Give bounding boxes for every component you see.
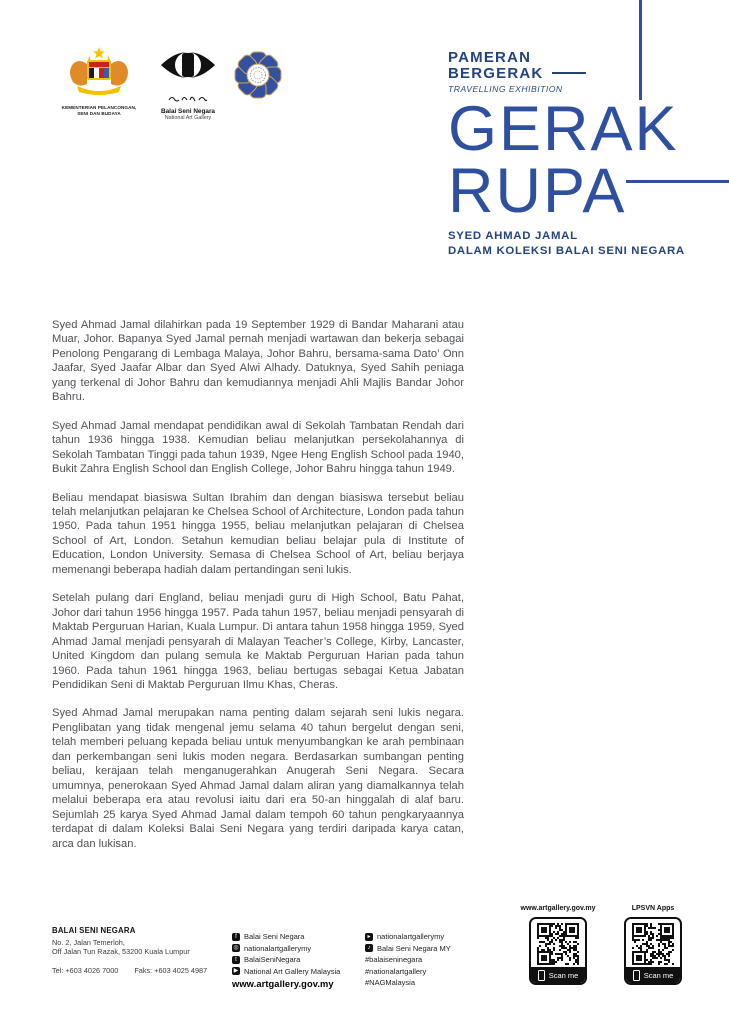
qr-label: LPSVN Apps [631, 905, 675, 912]
paragraph: Beliau mendapat biasiswa Sultan Ibrahim dan dengan biasiswa tersebut beliau telah melanjutkan pelajaran ke Chelsea School of Architecture, London pada tahun 1950. Pada tahun 1951 hingga 1955, beliau melanjutkan pelajaran di Chelsea School of Art, London. Setahun kemudian beliau belajar pula di Institute of Education, London University. Semasa di Chelsea School of Art, beliau berjaya memenangi beberapa hadiah dalam pertandingan seni lukis. [52, 491, 464, 576]
lpsvn-emblem [233, 50, 285, 105]
exhibition-title-line1: GERAK [448, 94, 679, 164]
header-logo-row [55, 46, 285, 121]
paragraph: Syed Ahmad Jamal merupakan nama penting dalam sejarah seni lukis negara. Penglibatan yang tidak mengenal jemu selama 40 tahun bergelut dengan seni, telah memberi peluang kepada beliau untuk menyumbangkan ke arah pembinaan dan perkembangan seni lukis moden negara. Berdasarkan sumbangan penting beliau, kerajaan telah menganugerahkan Anugerah Seni Negara. Secara umumnya, penerokaan Syed Ahmad Jamal dalam aliran yang diamalkannya telah melalui beberapa era atau revolusi iaitu dari era 50-an hinggalah di alaf baru. Sejumlah 25 karya Syed Ahmad Jamal dalam tempoh 60 tahun pengkaryaannya terdapat di dalam Koleksi Balai Seni Negara yang terdiri daripada karya catan, arca dan lukisan. [52, 707, 464, 850]
social-label: BalaiSeniNegara [244, 955, 301, 964]
tiktok-icon: ♪ [365, 944, 373, 952]
kicker-subtitle: TRAVELLING EXHIBITION [448, 84, 563, 94]
facebook-icon: f [232, 933, 240, 941]
qr-block-website [520, 905, 596, 985]
phone-icon [538, 970, 545, 981]
exhibition-subtitle-line2: DALAM KOLEKSI BALAI SENI NEGARA [448, 245, 685, 257]
telephone: Tel: +603 4026 7000 [52, 965, 119, 975]
website-link[interactable]: www.artgallery.gov.my [232, 979, 334, 989]
qr-pattern-icon [632, 923, 674, 965]
qr-pattern-icon [537, 923, 579, 965]
social-label: National Art Gallery Malaysia [244, 966, 341, 976]
qr-label: www.artgallery.gov.my [520, 905, 596, 912]
instagram-icon: ◎ [233, 945, 239, 952]
social-label: Balai Seni Negara MY [377, 943, 451, 953]
hashtag: #NAGMalaysia [365, 978, 416, 987]
hashtag: #nationalartgallery [365, 966, 427, 976]
telegram-icon: ▸ [365, 933, 373, 941]
paragraph: Setelah pulang dari England, beliau menjadi guru di High School, Batu Pahat, Johor dari tahun 1956 hingga 1957. Pada tahun 1957, beliau menjadi pensyarah di Maktab Perguruan Harian, Kuala Lumpur. Di antara tahun 1958 hingga 1959, Syed Ahmad Jamal menjadi pensyarah di Malayan Teacher’s College, Kirby, Lancaster, United Kingdom dan pulang semula ke Maktab Perguruan Harian pada tahun 1960. Pada tahun 1961 hingga 1963, beliau bertugas sebagai Ketua Jabatan Pendidikan Seni di Maktab Perguruan Ilmu Khas, Cheras. [52, 592, 464, 691]
biography-text [52, 318, 464, 865]
social-column-primary [232, 931, 340, 991]
address-line1: No. 2, Jalan Temerloh, [52, 937, 125, 947]
jawi-script-icon [168, 94, 208, 102]
gallery-name-my: Balai Seni Negara [161, 108, 215, 115]
paragraph: Syed Ahmad Jamal dilahirkan pada 19 September 1929 di Bandar Maharani atau Muar, Johor. Bapanya Syed Jamal pernah menjadi wartawan dan bekerja sebagai Penolong Pengarang di Lembaga Malaya, Johor Bahru, bersama-sama Dato’ Onn Jaafar, Syed Jaafar Albar dan Syed Alwi Alhady. Datuknya, Syed Sahih peniaga yang terkenal di Johor Bahru dan kemudiannya menjadi Ahli Majlis Bandar Johor Bahru. [52, 319, 464, 404]
social-facebook[interactable] [232, 931, 340, 943]
kicker-line1: PAMERAN [448, 49, 532, 66]
fax: Faks: +603 4025 4987 [134, 965, 208, 975]
social-twitter[interactable] [232, 954, 340, 966]
kicker-line2: BERGERAK [448, 65, 544, 82]
contact-block [52, 926, 207, 975]
exhibition-title-line2: RUPA [448, 156, 627, 226]
ministry-caption-line2: SENI DAN BUDAYA [77, 110, 121, 116]
kicker-dash [552, 72, 586, 74]
social-label: Balai Seni Negara [244, 932, 305, 941]
qr-code-website [529, 917, 587, 985]
qr-block-apps [615, 905, 691, 985]
exhibition-subtitle-line1: SYED AHMAD JAMAL [448, 230, 578, 242]
social-telegram[interactable] [365, 931, 451, 943]
bsn-eye-icon [159, 46, 217, 84]
paragraph: Syed Ahmad Jamal mendapat pendidikan awal di Sekolah Tambatan Rendah dari tahun 1936 hingga 1938. Kemudian beliau melanjutkan persekolahannya di Sekolah Tambatan Tinggi pada tahun 1939, Ngee Heng English School pada 1940, Bukit Zahra English School dan English College, Johor Bahru hingga tahun 1949. [52, 419, 464, 476]
social-youtube[interactable] [232, 966, 340, 978]
social-column-secondary [365, 931, 451, 989]
malaysia-coat-of-arms-icon [63, 46, 135, 98]
social-instagram[interactable] [232, 943, 340, 955]
social-label: nationalartgallerymy [377, 932, 445, 941]
social-label: nationalartgallerymy [244, 943, 312, 953]
youtube-icon: ▶ [233, 968, 239, 975]
organisation-name: BALAI SENI NEGARA [52, 926, 136, 935]
social-tiktok[interactable] [365, 943, 451, 955]
scan-me-label: Scan me [548, 970, 579, 980]
ministry-caption-line1: KEMENTERIAN PELANCONGAN, [61, 105, 137, 110]
gallery-name-en: National Art Gallery [164, 115, 212, 121]
floral-rosette-icon [233, 50, 283, 100]
national-art-gallery-logo [157, 46, 219, 121]
scan-me-label: Scan me [643, 970, 674, 980]
qr-code-apps [624, 917, 682, 985]
ministry-logo [55, 46, 143, 116]
title-block [448, 50, 685, 259]
address-line2: Off Jalan Tun Razak, 53200 Kuala Lumpur [52, 947, 190, 957]
twitter-icon: t [232, 956, 240, 964]
hashtag: #balaiseninegara [365, 955, 423, 964]
phone-icon [633, 970, 640, 981]
